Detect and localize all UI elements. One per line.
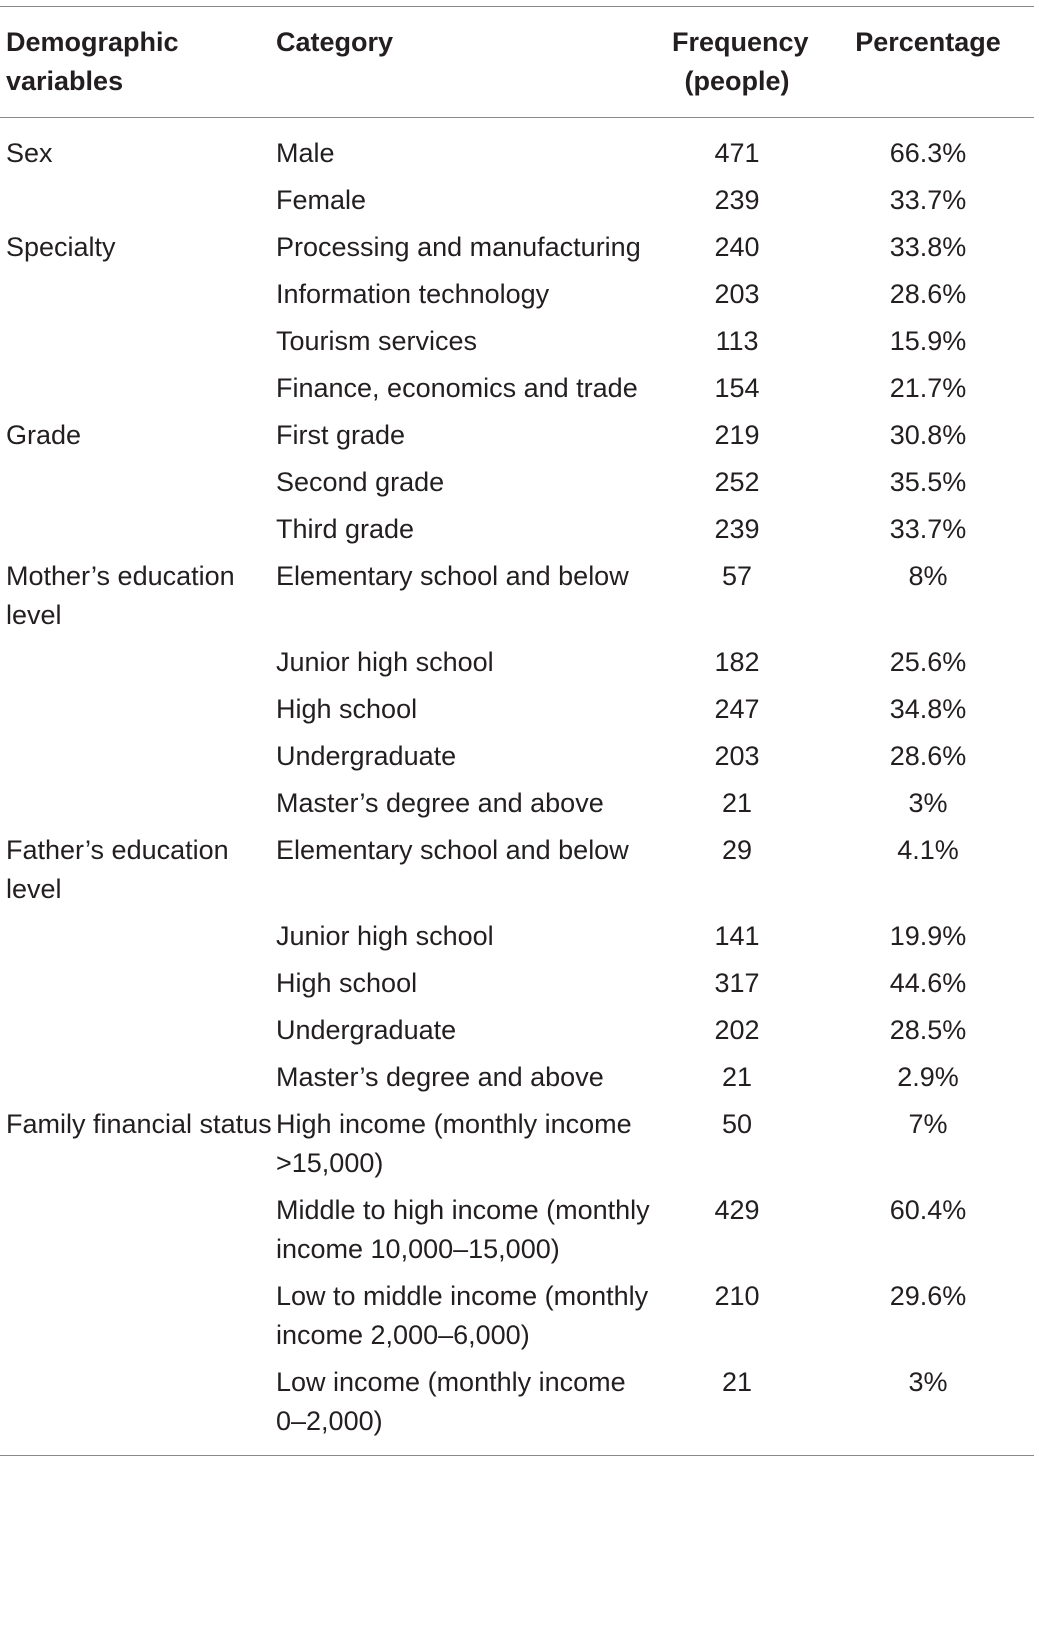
cell-frequency: 240 [714, 232, 760, 262]
cell-category: High school [276, 968, 418, 998]
cell-demographic-variable [0, 1011, 272, 1058]
cell-category: Master’s degree and above [276, 1062, 604, 1092]
cell-category: Information technology [276, 279, 550, 309]
cell-frequency: 202 [714, 1015, 760, 1045]
header-category: Category [276, 27, 394, 57]
table-row [0, 1105, 1034, 1191]
cell-category: Finance, economics and trade [276, 373, 638, 403]
cell-demographic-variable: Family financial status [6, 1109, 272, 1139]
cell-percentage: 28.6% [889, 741, 967, 771]
table-row [0, 964, 1034, 1011]
cell-frequency: 21 [721, 788, 753, 818]
cell-category: Low to middle income (monthly income 2,000–6,000) [276, 1281, 649, 1350]
cell-category: First grade [276, 420, 406, 450]
cell-demographic-variable [0, 1277, 272, 1363]
cell-frequency: 21 [721, 1367, 753, 1397]
cell-frequency: 429 [714, 1195, 760, 1225]
cell-percentage: 33.7% [889, 514, 967, 544]
cell-percentage: 3% [908, 1367, 948, 1397]
table-row [0, 322, 1034, 369]
cell-demographic-variable [0, 643, 272, 690]
cell-frequency: 21 [721, 1062, 753, 1092]
cell-category: Elementary school and below [276, 561, 629, 591]
cell-demographic-variable [0, 181, 272, 228]
cell-frequency: 50 [721, 1109, 753, 1139]
table-row [0, 275, 1034, 322]
cell-percentage: 60.4% [889, 1195, 967, 1225]
cell-frequency: 29 [721, 835, 753, 865]
header-row [0, 7, 1034, 118]
cell-percentage: 28.5% [889, 1015, 967, 1045]
cell-category: High school [276, 694, 418, 724]
cell-demographic-variable [0, 510, 272, 557]
cell-frequency: 219 [714, 420, 760, 450]
cell-demographic-variable [0, 784, 272, 831]
cell-percentage: 34.8% [889, 694, 967, 724]
cell-frequency: 252 [714, 467, 760, 497]
cell-demographic-variable [0, 1191, 272, 1277]
cell-category: High income (monthly income >15,000) [276, 1109, 632, 1178]
header-demographic-variables: Demographic variables [6, 27, 179, 96]
cell-percentage: 33.8% [889, 232, 967, 262]
cell-percentage: 25.6% [889, 647, 967, 677]
cell-demographic-variable: Mother’s education level [6, 561, 235, 630]
cell-category: Middle to high income (monthly income 10,000–15,000) [276, 1195, 650, 1264]
cell-demographic-variable [0, 690, 272, 737]
cell-frequency: 203 [714, 279, 760, 309]
cell-category: Undergraduate [276, 1015, 457, 1045]
table-row [0, 737, 1034, 784]
table-row [0, 784, 1034, 831]
cell-demographic-variable: Specialty [6, 232, 116, 262]
table-row [0, 463, 1034, 510]
table-row [0, 1363, 1034, 1456]
cell-category: Master’s degree and above [276, 788, 604, 818]
cell-demographic-variable [0, 463, 272, 510]
cell-frequency: 154 [714, 373, 760, 403]
cell-percentage: 29.6% [889, 1281, 967, 1311]
cell-category: Elementary school and below [276, 835, 629, 865]
cell-frequency: 113 [715, 326, 759, 356]
cell-demographic-variable [0, 369, 272, 416]
table-row [0, 1277, 1034, 1363]
cell-category: Male [276, 138, 335, 168]
table-row [0, 643, 1034, 690]
cell-percentage: 19.9% [889, 921, 967, 951]
header-percentage: Percentage [855, 27, 1001, 57]
cell-frequency: 317 [714, 968, 760, 998]
cell-demographic-variable [0, 275, 272, 322]
cell-demographic-variable [0, 322, 272, 369]
cell-percentage: 21.7% [889, 373, 967, 403]
header-frequency: Frequency (people) [672, 27, 809, 96]
cell-category: Undergraduate [276, 741, 457, 771]
table-row [0, 1058, 1034, 1105]
table-row [0, 416, 1034, 463]
cell-category: Tourism services [276, 326, 478, 356]
cell-percentage: 2.9% [897, 1062, 959, 1092]
cell-demographic-variable [0, 737, 272, 784]
cell-frequency: 182 [714, 647, 760, 677]
cell-demographic-variable [0, 1363, 272, 1456]
demographics-table [0, 6, 1034, 1456]
cell-category: Junior high school [276, 647, 494, 677]
table-row [0, 510, 1034, 557]
cell-demographic-variable: Father’s education level [6, 835, 229, 904]
cell-percentage: 35.5% [889, 467, 967, 497]
cell-frequency: 210 [714, 1281, 760, 1311]
cell-percentage: 30.8% [889, 420, 967, 450]
cell-category: Female [276, 185, 367, 215]
cell-percentage: 4.1% [897, 835, 959, 865]
table-body [0, 118, 1034, 1456]
cell-frequency: 141 [714, 921, 760, 951]
cell-percentage: 15.9% [889, 326, 967, 356]
cell-percentage: 33.7% [889, 185, 967, 215]
table-row [0, 181, 1034, 228]
table-row [0, 228, 1034, 275]
cell-frequency: 203 [714, 741, 760, 771]
cell-category: Low income (monthly income 0–2,000) [276, 1367, 626, 1436]
table-row [0, 917, 1034, 964]
cell-frequency: 471 [714, 138, 760, 168]
table-row [0, 1191, 1034, 1277]
table-row [0, 369, 1034, 416]
cell-percentage: 3% [908, 788, 948, 818]
cell-percentage: 8% [908, 561, 948, 591]
cell-demographic-variable: Sex [6, 138, 53, 168]
cell-percentage: 66.3% [889, 138, 967, 168]
cell-category: Second grade [276, 467, 445, 497]
table-row [0, 557, 1034, 643]
cell-percentage: 44.6% [889, 968, 967, 998]
cell-percentage: 28.6% [889, 279, 967, 309]
cell-category: Junior high school [276, 921, 494, 951]
table-row [0, 1011, 1034, 1058]
cell-frequency: 57 [721, 561, 753, 591]
cell-frequency: 239 [714, 185, 760, 215]
table-row [0, 831, 1034, 917]
table-row [0, 118, 1034, 182]
table-header [0, 7, 1034, 118]
cell-frequency: 239 [714, 514, 760, 544]
cell-category: Third grade [276, 514, 415, 544]
cell-frequency: 247 [714, 694, 760, 724]
cell-demographic-variable [0, 1058, 272, 1105]
cell-demographic-variable [0, 964, 272, 1011]
cell-demographic-variable: Grade [6, 420, 82, 450]
cell-category: Processing and manufacturing [276, 232, 641, 262]
cell-demographic-variable [0, 917, 272, 964]
table-row [0, 690, 1034, 737]
cell-percentage: 7% [908, 1109, 948, 1139]
